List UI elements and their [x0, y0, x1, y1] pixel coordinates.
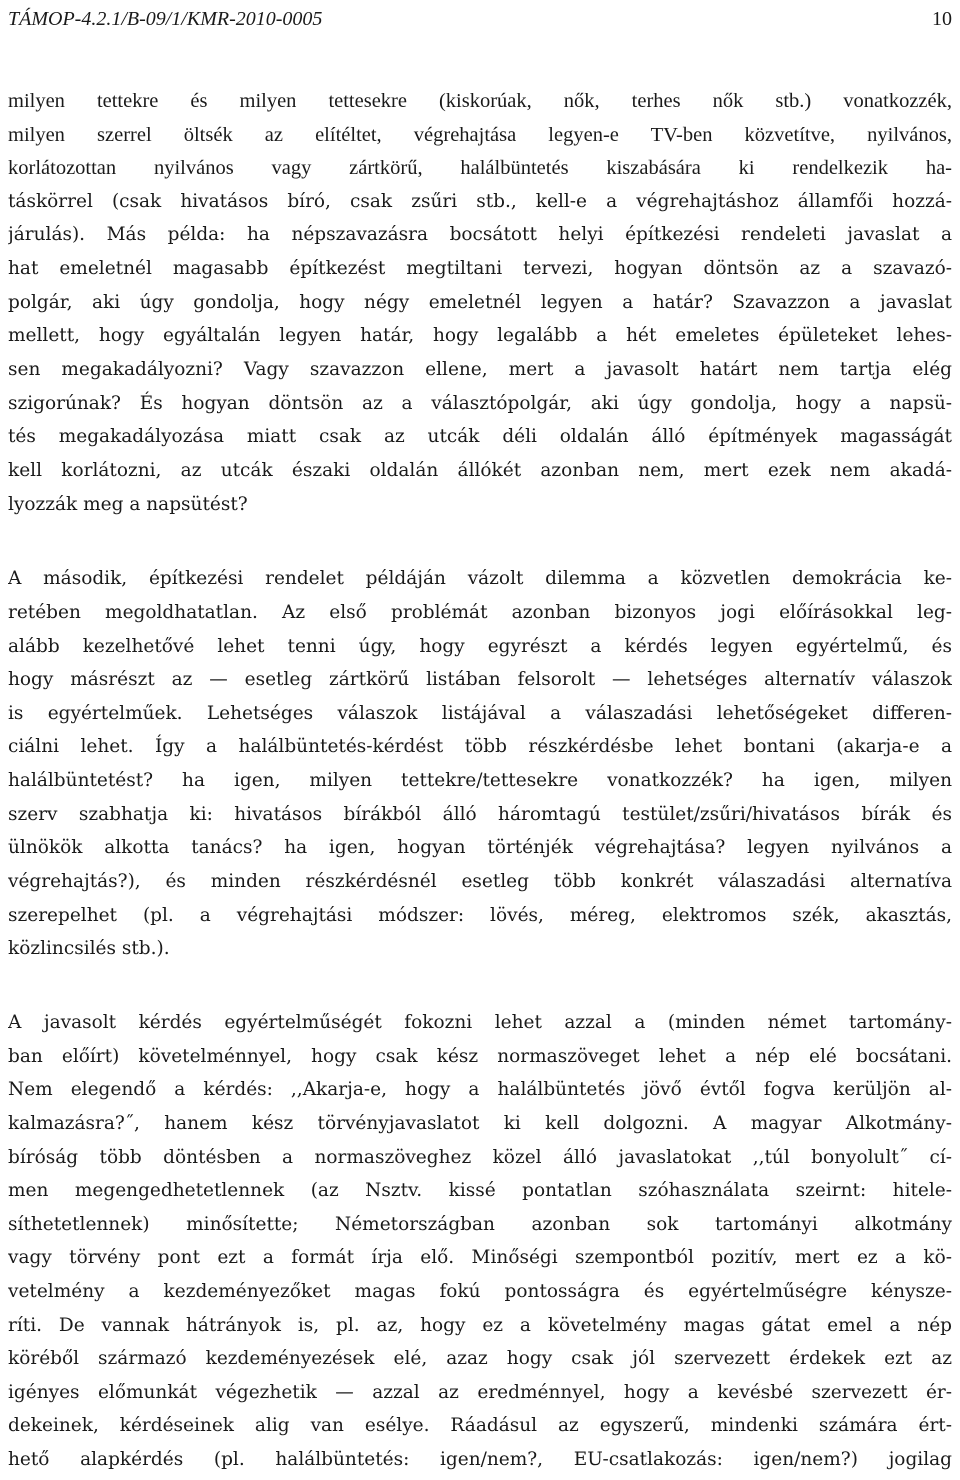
- text-line: végrehajtás?), és minden részkérdésnél esetleg több konkrét válaszadási alternatíva: [8, 871, 952, 892]
- text-line: ciálni lehet. Így a halálbüntetés-kérdést több részkérdésbe lehet bontani (akarja-e a: [8, 736, 952, 757]
- text-line: ülnökök alkotta tanács? ha igen, hogyan történjék végrehajtása? legyen nyilvános a: [8, 837, 952, 858]
- document-code: TÁMOP-4.2.1/B-09/1/KMR-2010-0005: [8, 8, 323, 30]
- text-line: mellett, hogy egyáltalán legyen határ, hogy legalább a hét emeletes épületeket lehes-: [8, 325, 952, 346]
- text-line: men megengedhetetlennek (az Nsztv. kissé pontatlan szóhasználata szeirnt: hitele-: [8, 1180, 952, 1201]
- text-line: vetelmény a kezdeményezőket magas fokú pontosságra és egyértelműségre kénysze-: [8, 1281, 952, 1302]
- text-line: ban előírt) követelménnyel, hogy csak kész normaszöveget lehet a nép elé bocsátani.: [8, 1046, 952, 1067]
- text-line: A második, építkezési rendelet példáján vázolt dilemma a közvetlen demokrácia ke-: [8, 568, 952, 589]
- text-line: hogy másrészt az — esetleg zártkörű listában felsorolt — lehetséges alternatív válaszok: [8, 669, 952, 690]
- text-line: is egyértelműek. Lehetséges válaszok listájával a válaszadási lehetőségeket differen-: [8, 703, 952, 724]
- text-line: igényes előmunkát végezhetik — azzal az eredménnyel, hogy a kevésbé szervezett ér-: [8, 1382, 952, 1403]
- text-line: halálbüntetést? ha igen, milyen tettekre/tettesekre vonatkozzék? ha igen, milyen: [8, 770, 952, 791]
- text-line: közlincsilés stb.).: [8, 938, 170, 959]
- text-line: retében megoldhatatlan. Az első problémát azonban bizonyos jogi előírásokkal leg-: [8, 602, 952, 623]
- text-line: A javasolt kérdés egyértelműségét fokozni lehet azzal a (minden német tartomány-: [8, 1012, 952, 1033]
- text-line: kalmazásra?˝, hanem kész törvényjavaslatot ki kell dolgozni. A magyar Alkotmány-: [8, 1113, 952, 1134]
- text-line: szerepelhet (pl. a végrehajtási módszer: lövés, méreg, elektromos szék, akasztás,: [8, 905, 952, 926]
- text-line: Nem elegendő a kérdés: ,,Akarja-e, hogy a halálbüntetés jövő évtől fogva kerüljön al-: [8, 1079, 952, 1100]
- text-line: szigorúnak? És hogyan döntsön az a választópolgár, aki úgy gondolja, hogy a napsü-: [8, 393, 952, 414]
- text-line: tés megakadályozása miatt csak az utcák déli oldalán álló építmények magasságát: [8, 426, 952, 447]
- text-line: táskörrel (csak hivatásos bíró, csak zsűri stb., kell-e a végrehajtáshoz államfői hozzá-: [8, 191, 952, 212]
- text-line: hat emeletnél magasabb építkezést megtiltani tervezi, hogyan döntsön az a szavazó-: [8, 258, 952, 279]
- page-number: 10: [932, 8, 952, 30]
- text-line: dekeinek, kérdéseinek alig van esélye. Ráadásul az egyszerű, mindenki számára ért-: [8, 1415, 952, 1436]
- text-line: alább kezelhetővé lehet tenni úgy, hogy egyrészt a kérdés legyen egyértelmű, és: [8, 636, 952, 657]
- text-line: polgár, aki úgy gondolja, hogy négy emeletnél legyen a határ? Szavazzon a javaslat: [8, 292, 952, 313]
- text-line: milyen szerrel öltsék az elítéltet, végrehajtása legyen-e TV-ben közvetítve, nyilvános,: [8, 124, 952, 146]
- text-line: korlátozottan nyilvános vagy zártkörű, halálbüntetés kiszabására ki rendelkezik ha-: [8, 157, 952, 179]
- text-line: vagy törvény pont ezt a formát írja elő. Minőségi szempontból pozitív, mert ez a kö-: [8, 1247, 952, 1268]
- text-line: ríti. De vannak hátrányok is, pl. az, hogy ez a követelmény magas gátat emel a nép: [8, 1315, 952, 1336]
- text-line: milyen tettekre és milyen tettesekre (kiskorúak, nők, terhes nők stb.) vonatkozzék,: [8, 90, 952, 112]
- text-line: szerv szabhatja ki: hivatásos bírákból álló háromtagú testület/zsűri/hivatásos bírák és: [8, 804, 952, 825]
- text-line: járulás). Más példa: ha népszavazásra bocsátott helyi építkezési rendeleti javaslat a: [8, 224, 952, 245]
- text-line: sen megakadályozni? Vagy szavazzon ellene, mert a javasolt határt nem tartja elég: [8, 359, 952, 380]
- text-line: kell korlátozni, az utcák északi oldalán állókét azonban nem, mert ezek nem akadá-: [8, 460, 952, 481]
- text-line: hető alapkérdés (pl. halálbüntetés: igen/nem?, EU-csatlakozás: igen/nem?) jogilag: [8, 1449, 952, 1470]
- text-line: lyozzák meg a napsütést?: [8, 494, 248, 515]
- page-header: [8, 4, 952, 34]
- text-line: síthetetlennek) minősítette; Németországban azonban sok tartományi alkotmány: [8, 1214, 952, 1235]
- text-line: köréből származó kezdeményezések elé, azaz hogy csak jól szervezett érdekek ezt az: [8, 1348, 952, 1369]
- text-line: bíróság több döntésben a normaszöveghez közel álló javaslatokat ,,túl bonyolult˝ cí-: [8, 1147, 952, 1168]
